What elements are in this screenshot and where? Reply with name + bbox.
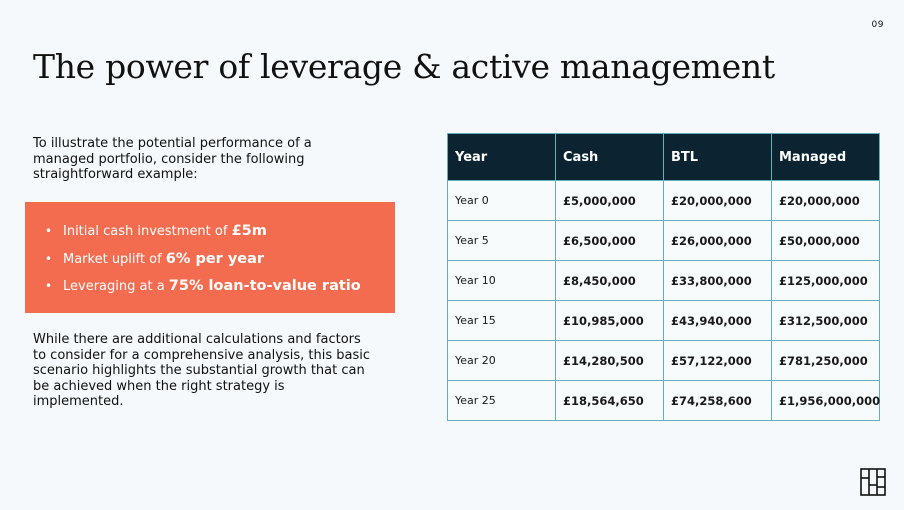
table-row	[448, 341, 880, 381]
header-cash: Cash	[556, 134, 664, 181]
cell-year: Year 15	[448, 301, 556, 341]
cell-managed: £50,000,000	[772, 221, 880, 261]
cell-managed: £20,000,000	[772, 181, 880, 221]
bullet-emphasis: 75% loan-to-value ratio	[168, 278, 361, 294]
intro-text: To illustrate the potential performance of a managed portfolio, consider the following straightforward example:	[33, 136, 312, 182]
cell-btl: £33,800,000	[664, 261, 772, 301]
cell-cash: £5,000,000	[556, 181, 664, 221]
cell-btl: £74,258,600	[664, 381, 772, 421]
header-btl: BTL	[664, 134, 772, 181]
cell-year: Year 10	[448, 261, 556, 301]
cell-year: Year 0	[448, 181, 556, 221]
cell-year: Year 5	[448, 221, 556, 261]
cell-btl: £57,122,000	[664, 341, 772, 381]
table-row	[448, 221, 880, 261]
cell-cash: £6,500,000	[556, 221, 664, 261]
logo-icon	[860, 468, 886, 496]
page-number: 09	[871, 20, 884, 30]
bullet-text: Leveraging at a	[63, 279, 169, 294]
cell-btl: £20,000,000	[664, 181, 772, 221]
bullet-item	[45, 218, 395, 246]
bullet-text: Initial cash investment of	[63, 224, 232, 239]
cell-cash: £18,564,650	[556, 381, 664, 421]
bullet-emphasis: 6% per year	[165, 250, 265, 267]
cell-managed: £781,250,000	[772, 341, 880, 381]
table-row	[448, 381, 880, 421]
table-header-row	[448, 134, 880, 181]
cell-cash: £8,450,000	[556, 261, 664, 301]
cell-year: Year 20	[448, 341, 556, 381]
cell-cash: £14,280,500	[556, 341, 664, 381]
table-row	[448, 301, 880, 341]
cell-btl: £43,940,000	[664, 301, 772, 341]
cell-year: Year 25	[448, 381, 556, 421]
bullet-text: Market uplift of	[63, 251, 166, 267]
bullet-emphasis: £5m	[231, 223, 267, 239]
cell-cash: £10,985,000	[556, 301, 664, 341]
bullet-item	[45, 246, 395, 274]
cell-managed: £312,500,000	[772, 301, 880, 341]
header-managed: Managed	[772, 134, 880, 181]
highlight-box	[25, 202, 395, 313]
bullet-item	[45, 273, 395, 301]
cell-btl: £26,000,000	[664, 221, 772, 261]
outro-text: While there are additional calculations and factors to consider for a comprehensive analysis, this basic scenario highlights the substantial growth that can be achieved when the right strategy is implemented.	[33, 332, 371, 409]
header-year: Year	[448, 134, 556, 181]
cell-managed: £1,956,000,000	[772, 381, 880, 421]
cell-managed: £125,000,000	[772, 261, 880, 301]
growth-table	[447, 133, 880, 421]
page-title: The power of leverage & active management	[33, 47, 775, 86]
bullet-list	[45, 218, 395, 301]
table-row	[448, 181, 880, 221]
table-row	[448, 261, 880, 301]
